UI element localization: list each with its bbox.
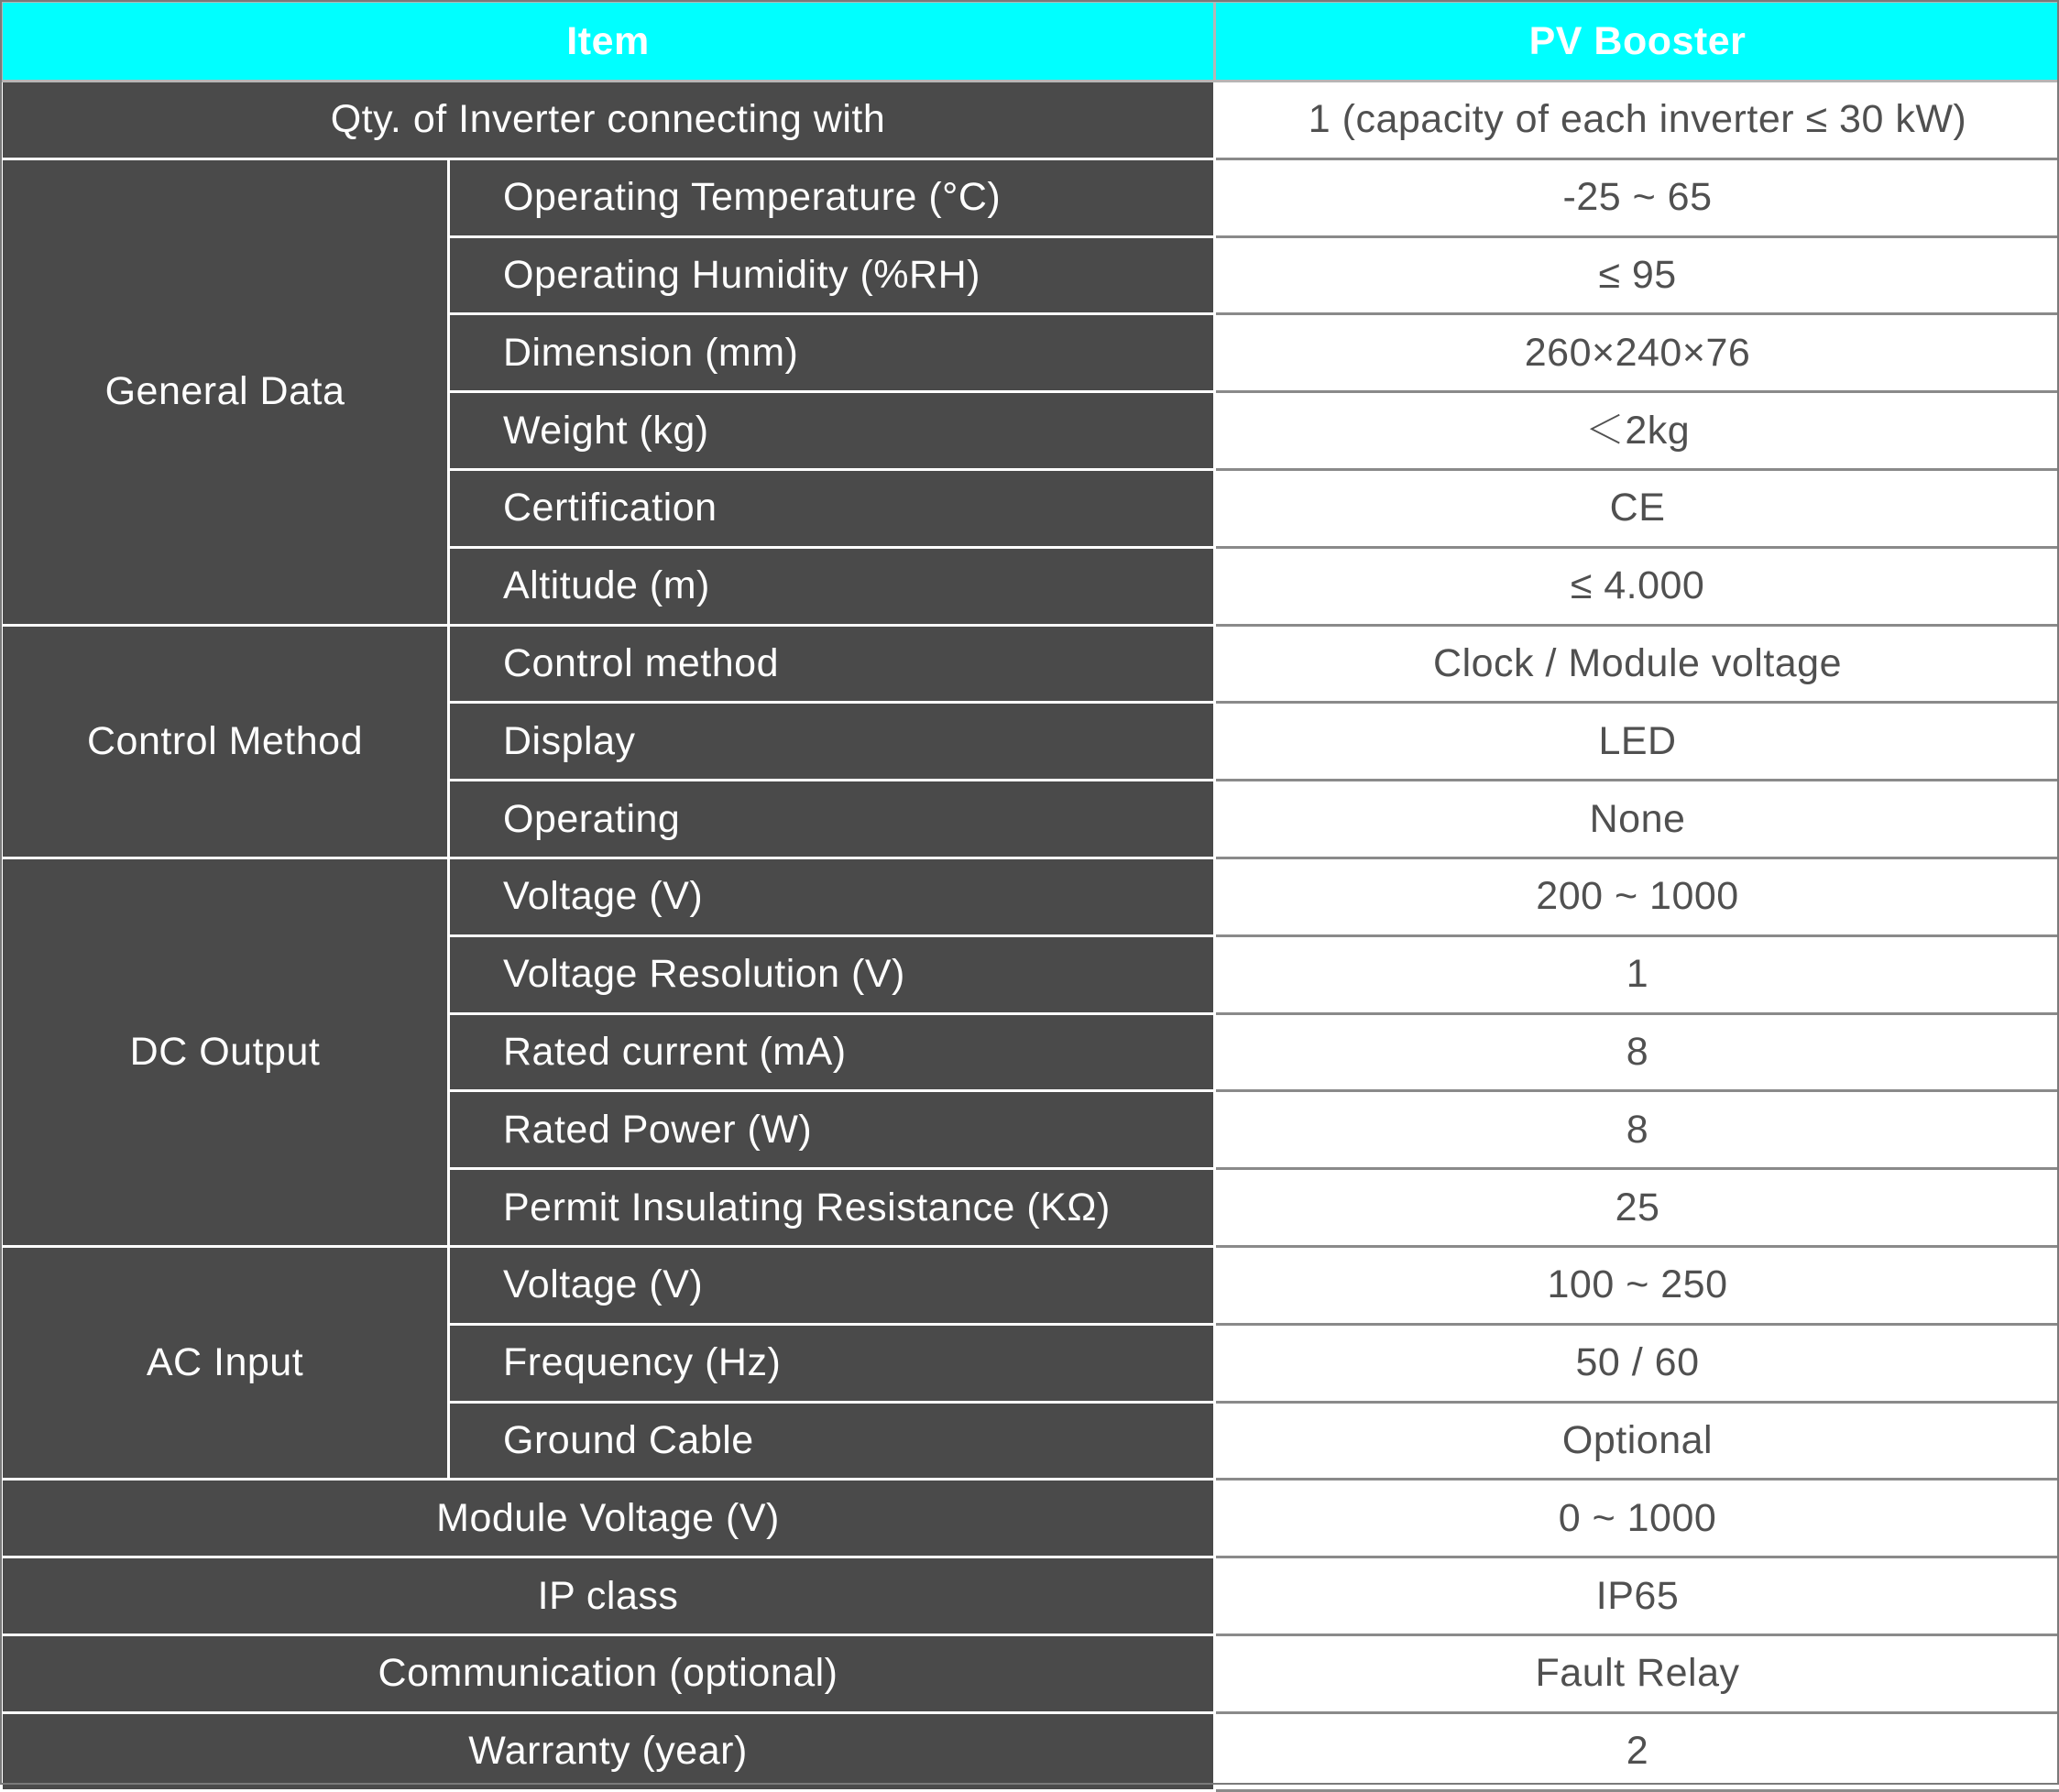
row-value: ＜2kg: [1215, 392, 2059, 470]
row-label: IP class: [2, 1557, 1215, 1635]
header-row: [2, 2, 2059, 82]
row-label: Operating Humidity (%RH): [449, 236, 1215, 314]
row-value: Clock / Module voltage: [1215, 625, 2059, 703]
row-label: Frequency (Hz): [449, 1324, 1215, 1402]
row-value: -25 ~ 65: [1215, 158, 2059, 236]
row-label: Warranty (year): [2, 1712, 1215, 1790]
row-label: Voltage (V): [449, 858, 1215, 935]
row-value: Optional: [1215, 1402, 2059, 1480]
row-value: LED: [1215, 703, 2059, 781]
row-value: 50 / 60: [1215, 1324, 2059, 1402]
row-label: Module Voltage (V): [2, 1480, 1215, 1557]
row-label: Rated current (mA): [449, 1013, 1215, 1091]
row-label: Weight (kg): [449, 392, 1215, 470]
row-value: CE: [1215, 469, 2059, 547]
row-value: 100 ~ 250: [1215, 1246, 2059, 1324]
row-label: Voltage Resolution (V): [449, 935, 1215, 1013]
row-value: 1 (capacity of each inverter ≤ 30 kW): [1215, 82, 2059, 159]
row-label: Rated Power (W): [449, 1091, 1215, 1169]
row-value: None: [1215, 781, 2059, 858]
row-label: Operating Temperature (°C): [449, 158, 1215, 236]
row-label: Control method: [449, 625, 1215, 703]
row-value: ≤ 95: [1215, 236, 2059, 314]
table-row: [2, 1557, 2059, 1635]
row-label: Permit Insulating Resistance (KΩ): [449, 1169, 1215, 1247]
row-label: Communication (optional): [2, 1634, 1215, 1712]
row-label: Voltage (V): [449, 1246, 1215, 1324]
table-row: [2, 158, 2059, 236]
row-value: ≤ 4.000: [1215, 547, 2059, 625]
table-row: [2, 82, 2059, 159]
row-value: 200 ~ 1000: [1215, 858, 2059, 935]
header-item: Item: [2, 2, 1215, 82]
row-value: Fault Relay: [1215, 1634, 2059, 1712]
row-label: Ground Cable: [449, 1402, 1215, 1480]
row-label: Operating: [449, 781, 1215, 858]
group-label-ac: AC Input: [2, 1246, 449, 1479]
row-label: Dimension (mm): [449, 314, 1215, 392]
table-row: [2, 858, 2059, 935]
group-label-dc: DC Output: [2, 858, 449, 1246]
row-value: IP65: [1215, 1557, 2059, 1635]
row-value: 260×240×76: [1215, 314, 2059, 392]
row-label: Certification: [449, 469, 1215, 547]
table-row: [2, 1712, 2059, 1790]
row-label: Altitude (m): [449, 547, 1215, 625]
row-value: 1: [1215, 935, 2059, 1013]
header-product: PV Booster: [1215, 2, 2059, 82]
row-value: 0 ~ 1000: [1215, 1480, 2059, 1557]
row-value: 8: [1215, 1091, 2059, 1169]
table-row: [2, 1480, 2059, 1557]
group-label-general: General Data: [2, 158, 449, 625]
table-row: [2, 625, 2059, 703]
row-label: Qty. of Inverter connecting with: [2, 82, 1215, 159]
table-row: [2, 1246, 2059, 1324]
table-row: [2, 1634, 2059, 1712]
row-value: 8: [1215, 1013, 2059, 1091]
row-value: 2: [1215, 1712, 2059, 1790]
row-value: 25: [1215, 1169, 2059, 1247]
group-label-control: Control Method: [2, 625, 449, 858]
row-label: Display: [449, 703, 1215, 781]
